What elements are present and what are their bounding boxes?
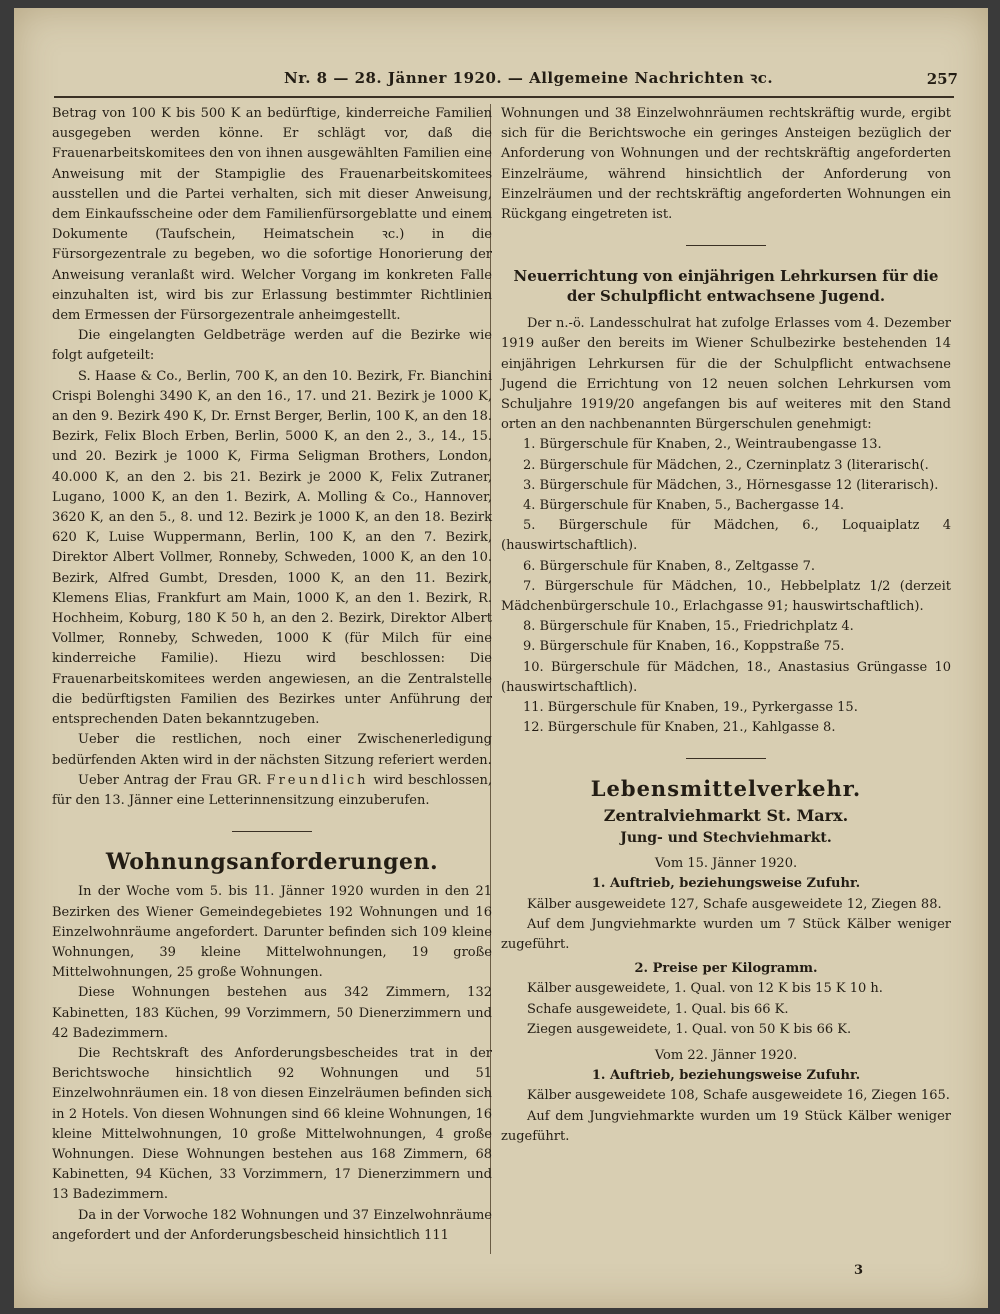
paragraph: Kälber ausgeweidete 108, Schafe ausgeweidete 16, Ziegen 165. — [527, 1088, 950, 1104]
paragraph: Betrag von 100 K bis 500 K an bedürftige, kinderreiche Familien ausgegeben werden könne. Er schlägt vor, daß die Frauenarbeitskomitees den von ihnen ausgewählten Familien eine Anweisung mit der Stampiglie des Frauenarbeitskomitees ausstellen und die Partei verhalten, sich mit dieser Anweisung, dem Einkaufsscheine oder dem Familienfürsorgeblatte und einem Dokumente (Taufschein, Heimatschein ꝛc.) in die Fürsorgezentrale zu begeben, wo die sofortige Honorierung der Anweisung veranlaßt wird. Welcher Vorgang im konkreten Falle einzuhalten ist, wird bis zur Erlassung bestimmter Richtlinien dem Ermessen der Fürsorgezentrale anheimgestellt. — [52, 106, 492, 324]
paragraph: Der n.-ö. Landesschulrat hat zufolge Erlasses vom 4. Dezember 1919 außer den bereits im Wiener Schulbezirke bestehenden 14 einjährigen Lehrkursen für die der Schulpflicht entwachsene Jugend die Errichtung von 12 neuen solchen Lehrkursen vom Schuljahre 1919/20 angefangen bis auf weiteres mit den Stand orten an den nachbenannten Bürgerschulen genehmigt: — [501, 316, 951, 433]
newspaper-page — [14, 8, 988, 1308]
price-line: Schafe ausgeweidete, 1. Qual. bis 66 K. — [527, 1001, 789, 1017]
right-column — [501, 104, 951, 1147]
school-list-item: 7. Bürgerschule für Mädchen, 10., Hebbelplatz 1/2 (derzeit Mädchenbürgerschule 10., Erlachgasse 91; hauswirtschaftlich). — [501, 578, 951, 615]
page-number: 257 — [926, 70, 958, 88]
left-column — [52, 104, 492, 1246]
paragraph: Diese Wohnungen bestehen aus 342 Zimmern, 132 Kabinetten, 183 Küchen, 99 Vorzimmern, 50 Dienerzimmern und 42 Badezimmern. — [52, 985, 492, 1041]
paragraph: Da in der Vorwoche 182 Wohnungen und 37 Einzelwohnräume angefordert und der Anforderungsbescheid hinsichtlich 111 — [52, 1207, 492, 1243]
school-list-item: 2. Bürgerschule für Mädchen, 2., Czerninplatz 3 (literarisch(. — [523, 457, 929, 473]
name-spaced: Freundlich — [266, 772, 369, 788]
price-line: Ziegen ausgeweidete, 1. Qual. von 50 K bis 66 K. — [527, 1021, 852, 1037]
paragraph: Wohnungen und 38 Einzelwohnräumen rechtskräftig wurde, ergibt sich für die Berichtswoche ein geringes Ansteigen bezüglich der Anforderung von Wohnungen und der rechtskräftig angeforderten Einzelräume, während hinsichtlich der Anforderung von Einzelräumen und der rechtskräftig angeforderten Wohnungen ein Rückgang eingetreten ist. — [501, 106, 951, 223]
school-list-item: 9. Bürgerschule für Knaben, 16., Koppstraße 75. — [523, 639, 845, 655]
school-list-item: 4. Bürgerschule für Knaben, 5., Bachergasse 14. — [523, 498, 845, 514]
heading: 2. Preise per Kilogramm. — [634, 961, 818, 977]
date-line: Vom 22. Jänner 1920. — [654, 1047, 798, 1063]
section-separator — [686, 245, 766, 246]
school-list-item: 5. Bürgerschule für Mädchen, 6., Loquaiplatz 4 (hauswirtschaftlich). — [501, 518, 951, 554]
paragraph: Die eingelangten Geldbeträge werden auf die Bezirke wie folgt aufgeteilt: — [52, 328, 492, 364]
heading: 1. Auftrieb, beziehungsweise Zufuhr. — [591, 876, 861, 892]
footer-number: 3 — [853, 1263, 863, 1278]
school-list-item: 3. Bürgerschule für Mädchen, 3., Hörnesgasse 12 (literarisch). — [523, 477, 939, 493]
heading: 1. Auftrieb, beziehungsweise Zufuhr. — [591, 1068, 861, 1084]
school-list-item: 8. Bürgerschule für Knaben, 15., Friedrichplatz 4. — [523, 619, 854, 635]
date-line: Vom 15. Jänner 1920. — [654, 856, 798, 872]
section-title: Wohnungsanforderungen. — [105, 849, 439, 876]
header-rule — [54, 96, 954, 98]
paragraph — [52, 771, 492, 811]
running-header: Nr. 8 — 28. Jänner 1920. — Allgemeine Nachrichten ꝛc. — [284, 69, 774, 87]
paragraph: In der Woche vom 5. bis 11. Jänner 1920 wurden in den 21 Bezirken des Wiener Gemeindegebietes 192 Wohnungen und 16 Einzelwohnräume angefordert. Darunter befinden sich 109 kleine Wohnungen, 39 kleine Mittelwohnungen, 19 große Mittelwohnungen, 25 große Wohnungen. — [52, 884, 492, 981]
section-separator — [232, 831, 312, 832]
paragraph: S. Haase & Co., Berlin, 700 K, an den 10. Bezirk, Fr. Bianchini Crispi Bolenghi 3490 K, an den 16., 17. und 21. Bezirk je 1000 K, an den 9. Bezirk 490 K, Dr. Ernst Berger, Berlin, 100 K, an den 18. Bezirk, Felix Bloch Erben, Berlin, 5000 K, an den 2., 3., 14., 15. und 20. Bezirk je 1000 K, Firma Seligman Brothers, London, 40.000 K, an den 2. bis 21. Bezirk je 2000 K, Felix Zutraner, Lugano, 1000 K, an den 1. Bezirk, A. Molling & Co., Hannover, 3620 K, an den 5., 8. und 12. Bezirk je 1000 K, an den 18. Bezirk 620 K, Luise Wuppermann, Berlin, 100 K, an den 7. Bezirk, Direktor Albert Vollmer, Ronneby, Schweden, 1000 K, an den 10. Bezirk, Alfred Gumbt, Dresden, 1000 K, an den 11. Bezirk, Klemens Elias, Frankfurt am Main, 1000 K, an den 1. Bezirk, R. Hochheim, Koburg, 180 K 50 h, an den 2. Bezirk, Direktor Albert Vollmer, Ronneby, Schweden, 1000 K (für Milch für eine kinderreiche Familie). Hiezu wird beschlossen: Die Frauenarbeitskomitees werden angewiesen, an die Zentralstelle die bedürftigsten Familien des Bezirkes unter Anführung der entsprechenden Daten bekanntzugeben. — [52, 368, 492, 728]
section-title: Lebensmittelverkehr. — [590, 776, 862, 802]
paragraph: Auf dem Jungviehmarkte wurden um 7 Stück Kälber weniger zugeführt. — [501, 916, 951, 952]
section-title: Neuerrichtung von einjährigen Lehrkursen für die der Schulpflicht entwachsene Jugend. — [513, 267, 939, 306]
paragraph: Ueber die restlichen, noch einer Zwischenerledigung bedürfenden Akten wird in der nächsten Sitzung referiert werden. — [52, 732, 492, 768]
section-separator — [686, 758, 766, 759]
school-list-item: 6. Bürgerschule für Knaben, 8., Zeltgasse 7. — [523, 558, 816, 574]
school-list-item: 1. Bürgerschule für Knaben, 2., Weintraubengasse 13. — [523, 437, 882, 453]
text-run: Ueber Antrag der Frau GR. — [78, 772, 262, 788]
text-run: wird beschlossen, für den 13. Jänner eine Letterinnensitzung einzuberufen. — [52, 772, 493, 808]
paragraph: Kälber ausgeweidete 127, Schafe ausgeweidete 12, Ziegen 88. — [527, 896, 942, 912]
school-list — [501, 435, 951, 738]
subsection-subtitle: Jung- und Stechviehmarkt. — [620, 829, 832, 846]
school-list-item: 10. Bürgerschule für Mädchen, 18., Anastasius Grüngasse 10 (hauswirtschaftlich). — [501, 659, 951, 695]
paragraph: Auf dem Jungviehmarkte wurden um 19 Stück Kälber weniger zugeführt. — [501, 1108, 951, 1144]
school-list-item: 11. Bürgerschule für Knaben, 19., Pyrkergasse 15. — [523, 700, 858, 716]
subsection-title: Zentralviehmarkt St. Marx. — [603, 805, 849, 825]
paragraph: Die Rechtskraft des Anforderungsbescheides trat in der Berichtswoche hinsichtlich 92 Wohnungen und 51 Einzelwohnräumen ein. 18 von diesen Einzelräumen befinden sich in 2 Hotels. Von diesen Wohnungen sind 66 kleine Wohnungen, 16 kleine Mittelwohnungen, 10 große Mittelwohnungen, 4 große Wohnungen. Diese Wohnungen bestehen aus 168 Zimmern, 68 Kabinetten, 94 Küchen, 33 Vorzimmern, 17 Dienerzimmern und 13 Badezimmern. — [52, 1045, 492, 1203]
school-list-item: 12. Bürgerschule für Knaben, 21., Kahlgasse 8. — [523, 720, 836, 736]
page-header — [14, 68, 988, 96]
price-line: Kälber ausgeweidete, 1. Qual. von 12 K bis 15 K 10 h. — [527, 981, 883, 997]
